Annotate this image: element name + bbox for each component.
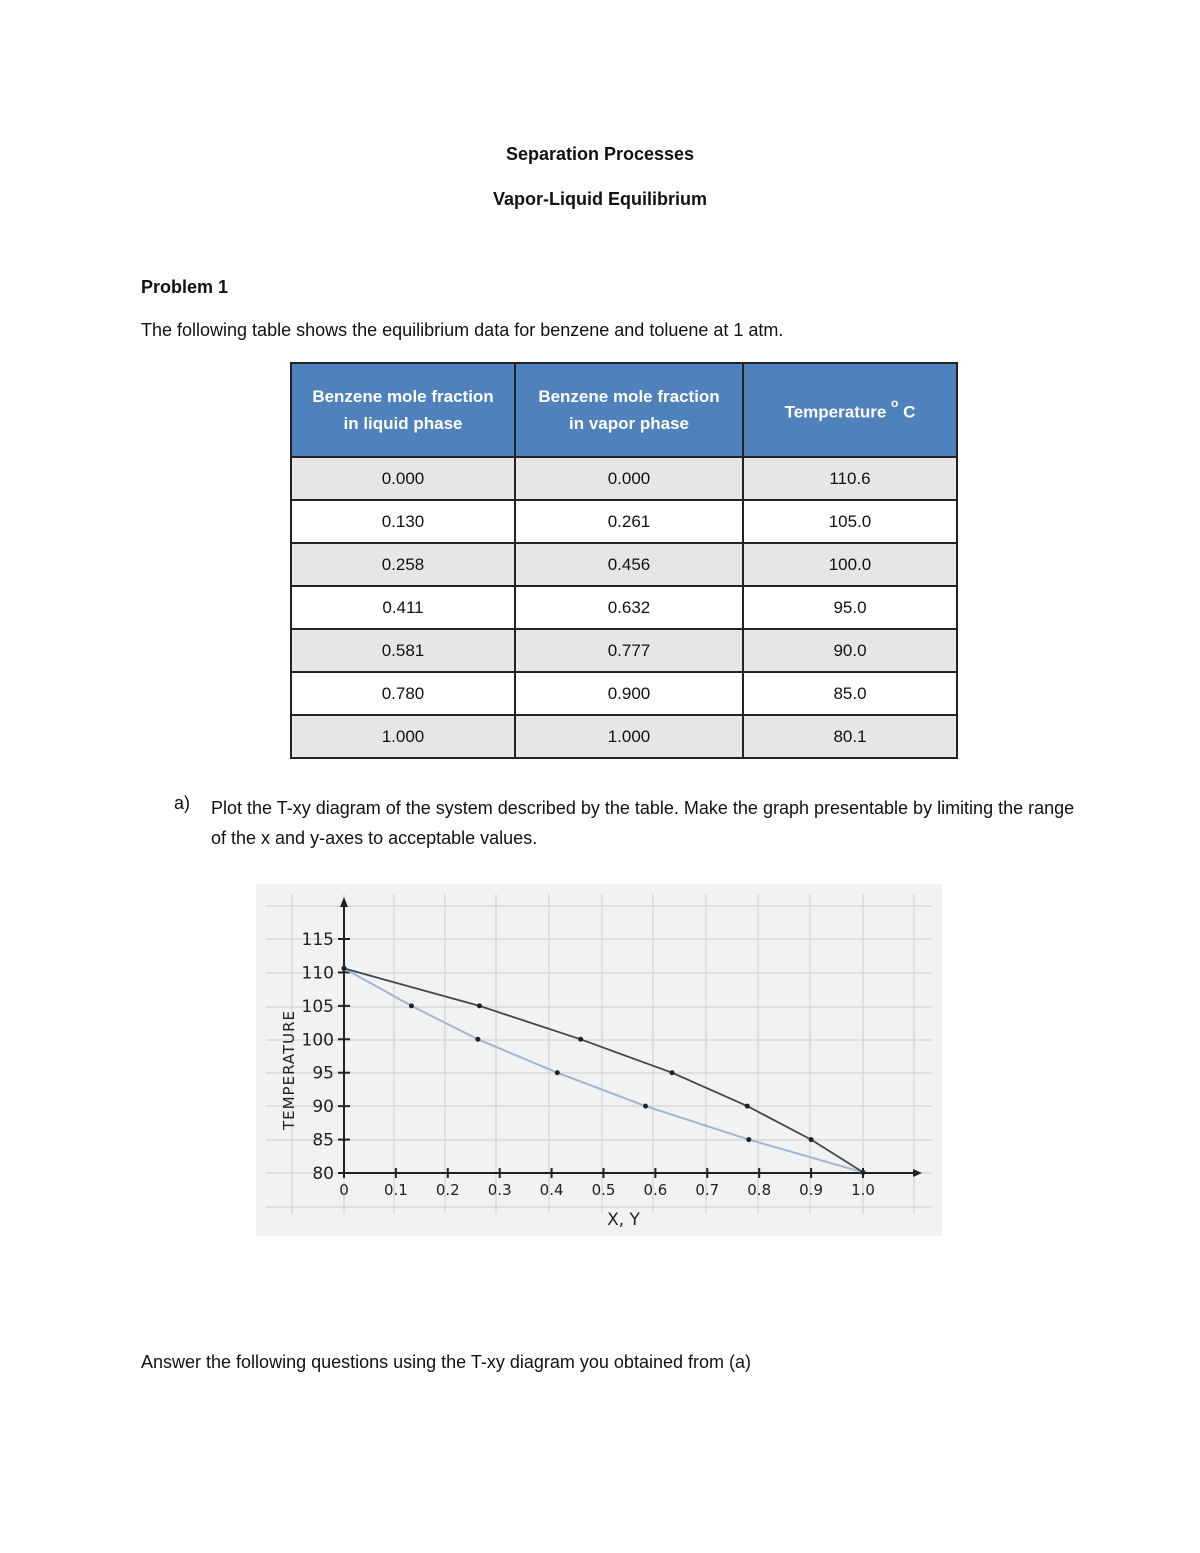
header-temperature-label: Temperature — [784, 402, 887, 422]
series-vapor-point — [861, 1170, 866, 1175]
series-vapor-line — [344, 968, 863, 1172]
table-row — [291, 586, 957, 629]
series-vapor-point — [745, 1104, 750, 1109]
problem-heading: Problem 1 — [141, 277, 229, 297]
x-tick-label: 0.4 — [539, 1181, 564, 1199]
cell-liquid: 0.258 — [291, 543, 515, 586]
cell-liquid: 0.780 — [291, 672, 515, 715]
intro-text: The following table shows the equilibrium data for benzene and toluene at 1 atm. — [141, 320, 784, 340]
series-vapor-point — [809, 1137, 814, 1142]
series-vapor-point — [477, 1003, 482, 1008]
temperature-unit: C — [903, 402, 916, 422]
cell-liquid: 0.000 — [291, 457, 515, 500]
header-liquid: Benzene mole fraction in liquid phase — [291, 363, 515, 457]
x-tick-label: 0.6 — [643, 1181, 668, 1199]
cell-liquid: 0.411 — [291, 586, 515, 629]
cell-temperature: 85.0 — [743, 672, 957, 715]
cell-vapor: 0.777 — [515, 629, 743, 672]
cell-vapor: 0.456 — [515, 543, 743, 586]
header-vapor: Benzene mole fraction in vapor phase — [515, 363, 743, 457]
x-tick-label: 0.2 — [435, 1181, 460, 1199]
table-row — [291, 500, 957, 543]
y-tick-label: 85 — [312, 1130, 334, 1151]
document-subtitle: Vapor-Liquid Equilibrium — [493, 189, 707, 209]
question-label: a) — [174, 793, 191, 813]
y-tick-label: 115 — [301, 930, 334, 950]
cell-temperature: 110.6 — [743, 457, 957, 500]
series-liquid-point — [409, 1003, 414, 1008]
series-liquid-point — [746, 1137, 751, 1142]
cell-liquid: 0.581 — [291, 629, 515, 672]
cell-vapor: 0.261 — [515, 500, 743, 543]
cell-vapor: 0.000 — [515, 457, 743, 500]
y-tick-label: 95 — [312, 1063, 334, 1084]
cell-temperature: 105.0 — [743, 500, 957, 543]
answer-prompt: Answer the following questions using the T-xy diagram you obtained from (a) — [141, 1352, 751, 1372]
y-axis-arrow — [340, 897, 348, 907]
x-tick-label: 0.3 — [487, 1181, 512, 1199]
y-tick-label: 110 — [301, 963, 334, 984]
y-tick-label: 90 — [312, 1097, 334, 1118]
y-tick-label: 105 — [301, 996, 334, 1017]
x-tick-label: 0.5 — [591, 1181, 616, 1199]
y-tick-label: 100 — [301, 1030, 334, 1051]
cell-vapor: 0.900 — [515, 672, 743, 715]
x-axis-arrow — [913, 1169, 922, 1177]
table-header-row — [291, 363, 957, 457]
series-liquid-point — [643, 1104, 648, 1109]
series-liquid-point — [555, 1070, 560, 1075]
x-tick-label: 1.0 — [851, 1181, 875, 1199]
cell-temperature: 100.0 — [743, 543, 957, 586]
x-tick-label: 0.8 — [747, 1181, 772, 1199]
table-row — [291, 715, 957, 758]
txy-diagram — [256, 884, 942, 1236]
x-tick-label: 0.7 — [695, 1181, 720, 1199]
cell-vapor: 1.000 — [515, 715, 743, 758]
x-tick-label: 0.1 — [383, 1181, 408, 1199]
equilibrium-table — [290, 362, 958, 759]
table-row — [291, 543, 957, 586]
header-temperature — [743, 363, 957, 457]
question-text: Plot the T-xy diagram of the system described by the table. Make the graph presentable by limiting the range of the x and y-axes to acceptable values. — [211, 798, 1075, 848]
series-liquid-point — [475, 1037, 480, 1042]
table-row — [291, 457, 957, 500]
y-tick-label: 80 — [312, 1164, 334, 1184]
table-row — [291, 629, 957, 672]
cell-liquid: 1.000 — [291, 715, 515, 758]
series-vapor-point — [342, 966, 347, 971]
cell-temperature: 90.0 — [743, 629, 957, 672]
table-row — [291, 672, 957, 715]
x-tick-label: 0 — [339, 1181, 349, 1199]
x-axis-label: X, Y — [607, 1210, 640, 1230]
degree-symbol: o — [891, 396, 899, 411]
series-liquid-line — [344, 968, 863, 1172]
series-vapor-point — [578, 1037, 583, 1042]
x-tick-label: 0.9 — [799, 1181, 824, 1199]
txy-chart-svg — [256, 884, 942, 1236]
cell-temperature: 95.0 — [743, 586, 957, 629]
cell-liquid: 0.130 — [291, 500, 515, 543]
cell-temperature: 80.1 — [743, 715, 957, 758]
series-vapor-point — [670, 1070, 675, 1075]
document-title: Separation Processes — [505, 144, 695, 164]
cell-vapor: 0.632 — [515, 586, 743, 629]
y-axis-label: TEMPERATURE — [280, 1009, 298, 1131]
